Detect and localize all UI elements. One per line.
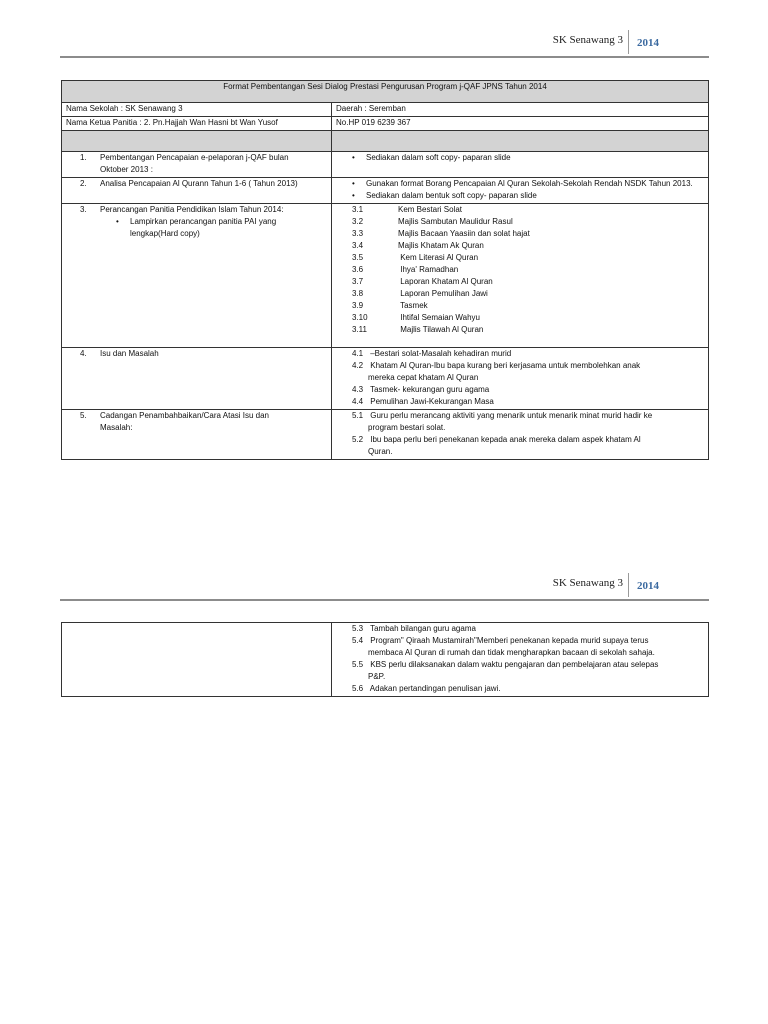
item-subtext: lengkap(Hard copy) xyxy=(130,229,200,238)
empty-left-cell xyxy=(62,623,332,697)
table-title-row xyxy=(62,81,709,103)
item-text: Perancangan Panitia Pendidikan Islam Tahun 2014: xyxy=(100,205,284,214)
list-item: • Gunakan format Borang Pencapaian Al Quran Sekolah-Sekolah Rendah NSDK Tahun 2013. xyxy=(336,178,704,190)
item-text: Analisa Pencapaian Al Qurann Tahun 1-6 ( Tahun 2013) xyxy=(100,179,298,188)
list-item: • Sediakan dalam soft copy- paparan slide xyxy=(336,152,704,164)
item-5-notes xyxy=(332,410,709,460)
list-item: 5.3 Tambah bilangan guru agama xyxy=(352,624,476,633)
list-item: 4.4 Pemulihan Jawi-Kekurangan Masa xyxy=(352,397,494,406)
table-row xyxy=(62,178,709,204)
blank-gray-row xyxy=(62,131,709,152)
phone-cell: No.HP 019 6239 367 xyxy=(332,117,709,131)
table-row xyxy=(62,204,709,348)
list-item: 3.5 Kem Literasi Al Quran xyxy=(352,253,479,262)
item-number: 3. xyxy=(80,205,87,214)
list-item: 5.6 Adakan pertandingan penulisan jawi. xyxy=(352,684,501,693)
header-school-name: SK Senawang 3 xyxy=(552,577,623,589)
item-3-notes xyxy=(332,204,709,348)
item-4-cell xyxy=(62,348,332,410)
header-school-name: SK Senawang 3 xyxy=(552,34,623,46)
item-subtext: • Lampirkan perancangan panitia PAI yang xyxy=(66,216,327,228)
list-item-cont: membaca Al Quran di rumah dan tidak mengharapkan bacaan di sekolah sahaja. xyxy=(368,648,655,657)
item-number: 4. xyxy=(80,349,87,358)
table-row xyxy=(62,623,709,697)
list-item: 3.1 Kem Bestari Solat xyxy=(352,205,463,214)
list-item: 3.11 Majlis Tilawah Al Quran xyxy=(352,325,484,334)
list-item: 4.2 Khatam Al Quran-Ibu bapa kurang beri kerjasama untuk membolehkan anak xyxy=(352,361,641,370)
list-item: 3.4 Majlis Khatam Ak Quran xyxy=(352,241,484,250)
head-name-cell: Nama Ketua Panitia : 2. Pn.Hajjah Wan Hasni bt Wan Yusof xyxy=(62,117,332,131)
list-item-cont: P&P. xyxy=(368,672,386,681)
list-item-cont: Quran. xyxy=(368,447,393,456)
header-divider xyxy=(628,30,629,54)
list-item: 5.2 Ibu bapa perlu beri penekanan kepada anak mereka dalam aspek khatam Al xyxy=(352,435,641,444)
table-title: Format Pembentangan Sesi Dialog Prestasi Pengurusan Program j-QAF JPNS Tahun 2014 xyxy=(62,81,709,103)
list-item: 3.7 Laporan Khatam Al Quran xyxy=(352,277,493,286)
item-1-cell xyxy=(62,152,332,178)
table-row xyxy=(62,410,709,460)
list-item: 3.8 Laporan Pemulihan Jawi xyxy=(352,289,488,298)
header-year: 2014 xyxy=(637,580,659,592)
item-4-notes xyxy=(332,348,709,410)
school-name-cell: Nama Sekolah : SK Senawang 3 xyxy=(62,103,332,117)
list-item: 5.5 KBS perlu dilaksanakan dalam waktu pengajaran dan pembelajaran atau selepas xyxy=(352,660,659,669)
list-item: 4.1 –Bestari solat-Masalah kehadiran murid xyxy=(352,349,512,358)
list-item: • Sediakan dalam bentuk soft copy- paparan slide xyxy=(336,190,704,202)
list-item: 3.10 Ihtifal Semaian Wahyu xyxy=(352,313,480,322)
table-row xyxy=(62,152,709,178)
list-item: 5.4 Program" Qiraah Mustamirah"Memberi penekanan kepada murid supaya terus xyxy=(352,636,649,645)
item-1-notes xyxy=(332,152,709,178)
item-3-cell xyxy=(62,204,332,348)
table-row xyxy=(62,103,709,117)
district-cell: Daerah : Seremban xyxy=(332,103,709,117)
item-number: 2. xyxy=(80,179,87,188)
item-text: Oktober 2013 : xyxy=(100,165,153,174)
header-divider xyxy=(628,573,629,597)
item-number: 1. xyxy=(80,153,87,162)
item-text: Isu dan Masalah xyxy=(100,349,159,358)
item-text: Pembentangan Pencapaian e-pelaporan j-QAF bulan xyxy=(100,153,289,162)
table-row xyxy=(62,117,709,131)
list-item: 4.3 Tasmek- kekurangan guru agama xyxy=(352,385,490,394)
list-item: 5.1 Guru perlu merancang aktiviti yang menarik untuk menarik minat murid hadir ke xyxy=(352,411,653,420)
item-5-cell xyxy=(62,410,332,460)
item-2-notes xyxy=(332,178,709,204)
list-item-cont: program bestari solat. xyxy=(368,423,446,432)
list-item: 3.3 Majlis Bacaan Yaasiin dan solat hajat xyxy=(352,229,530,238)
table-row xyxy=(62,348,709,410)
header-year: 2014 xyxy=(637,37,659,49)
list-item: 3.2 Majlis Sambutan Maulidur Rasul xyxy=(352,217,513,226)
page-header-1 xyxy=(60,0,709,58)
page-header-2 xyxy=(60,543,709,601)
item-text: Cadangan Penambahbaikan/Cara Atasi Isu dan xyxy=(100,411,270,420)
continuation-table xyxy=(61,622,709,697)
list-item: 3.6 Ihya' Ramadhan xyxy=(352,265,459,274)
presentation-format-table xyxy=(61,80,709,460)
list-item-cont: mereka cepat khatam Al Quran xyxy=(368,373,479,382)
list-item: 3.9 Tasmek xyxy=(352,301,428,310)
continuation-notes xyxy=(332,623,709,697)
item-2-cell xyxy=(62,178,332,204)
item-number: 5. xyxy=(80,411,87,420)
item-text: Masalah: xyxy=(100,423,133,432)
